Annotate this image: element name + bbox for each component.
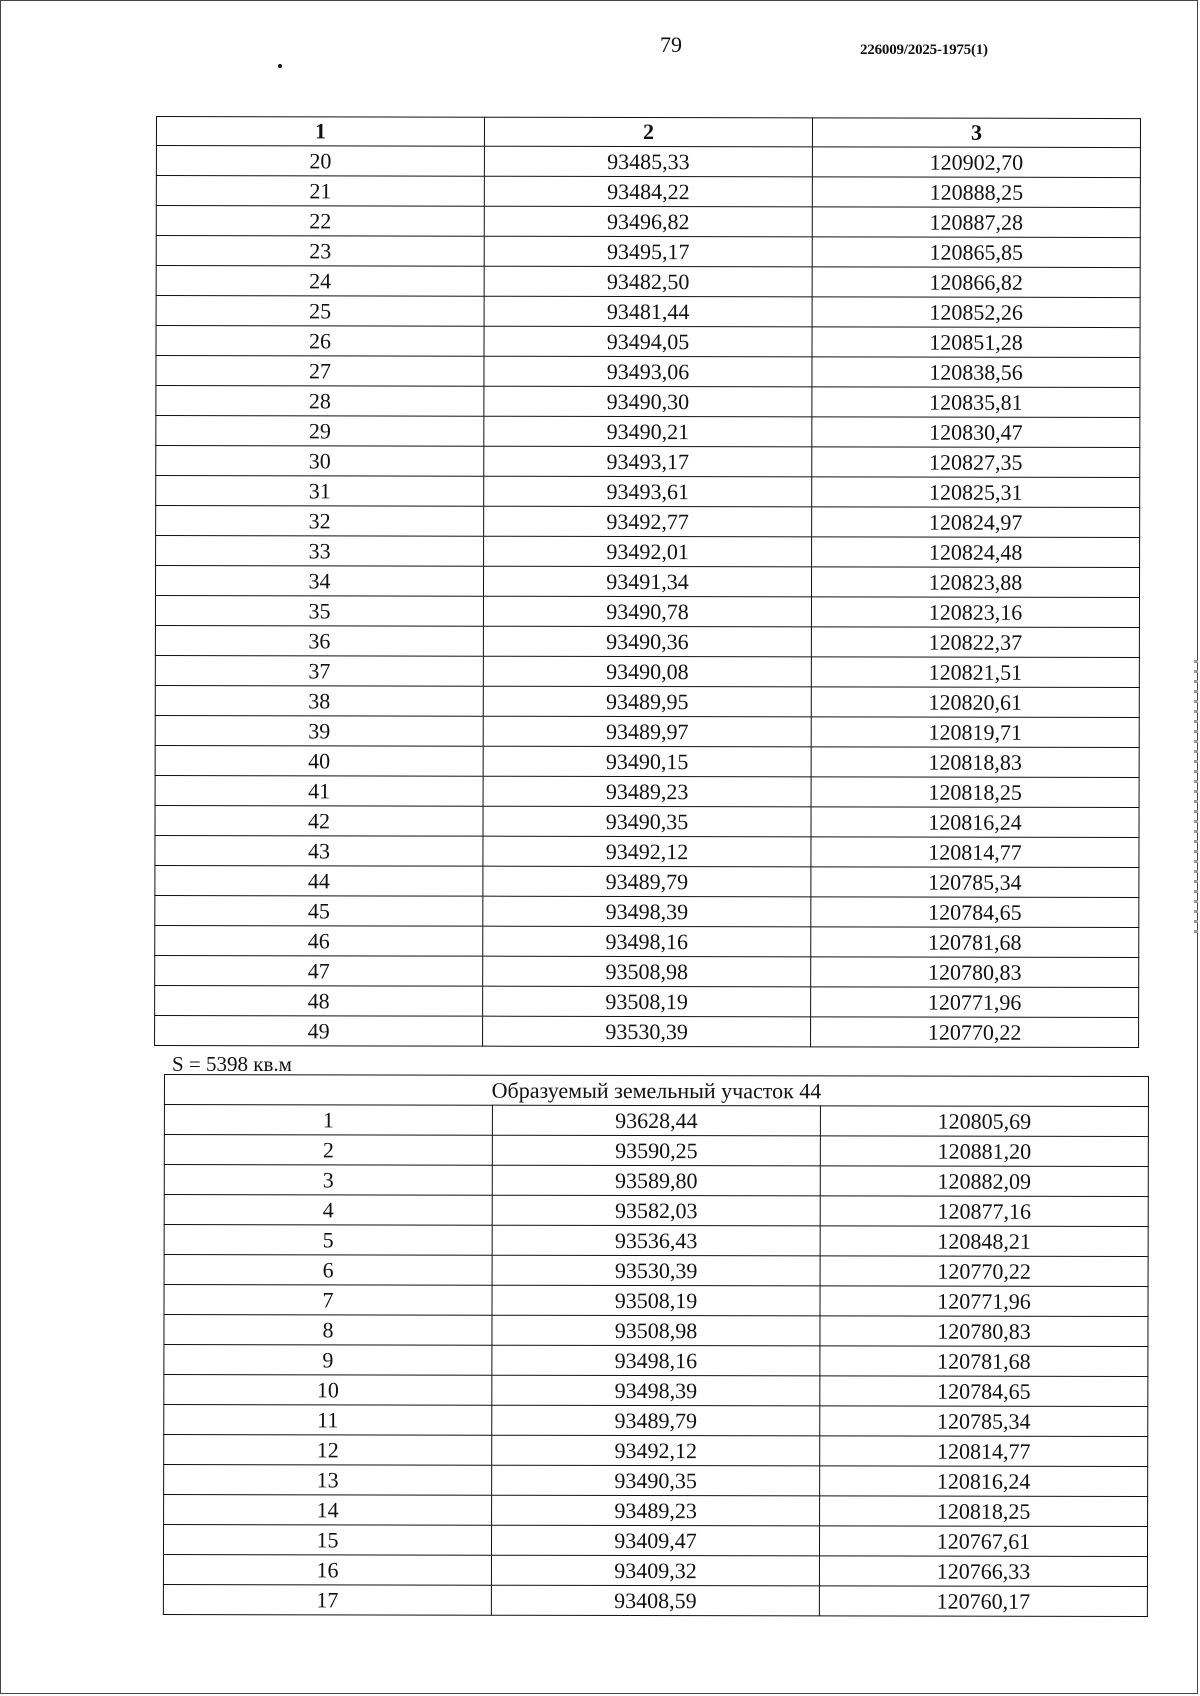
point-number-cell: 42 — [155, 805, 483, 836]
point-number-cell: 41 — [155, 775, 483, 806]
y-coordinate-cell: 120822,37 — [811, 627, 1139, 658]
table-row — [155, 745, 1139, 777]
point-number-cell: 26 — [156, 326, 484, 357]
y-coordinate-cell: 120835,81 — [812, 387, 1140, 418]
point-number-cell: 36 — [155, 625, 483, 656]
table-row — [155, 925, 1139, 957]
point-number-cell: 24 — [156, 266, 484, 297]
y-coordinate-cell: 120780,83 — [811, 957, 1139, 988]
x-coordinate-cell: 93590,25 — [492, 1135, 820, 1166]
table-row — [156, 356, 1140, 388]
x-coordinate-cell: 93490,36 — [483, 626, 811, 657]
point-number-cell: 48 — [155, 985, 483, 1016]
point-number-cell: 16 — [163, 1555, 491, 1586]
y-coordinate-cell: 120780,83 — [820, 1316, 1148, 1347]
point-number-cell: 44 — [155, 865, 483, 896]
y-coordinate-cell: 120805,69 — [820, 1106, 1148, 1137]
point-number-cell: 35 — [155, 596, 483, 627]
table-row — [156, 326, 1140, 358]
y-coordinate-cell: 120823,16 — [811, 597, 1139, 628]
y-coordinate-cell: 120767,61 — [819, 1526, 1147, 1557]
x-coordinate-cell: 93489,23 — [483, 776, 811, 807]
coordinates-table-2 — [163, 1074, 1149, 1617]
point-number-cell: 7 — [164, 1285, 492, 1316]
x-coordinate-cell: 93489,79 — [492, 1405, 820, 1436]
document-id: 226009/2025-1975(1) — [860, 42, 988, 58]
x-coordinate-cell: 93498,16 — [492, 1345, 820, 1376]
point-number-cell: 5 — [164, 1225, 492, 1256]
table-row — [156, 266, 1140, 298]
y-coordinate-cell: 120781,68 — [820, 1346, 1148, 1377]
y-coordinate-cell: 120851,28 — [812, 327, 1140, 358]
table-row — [156, 386, 1140, 418]
table-row — [164, 1435, 1148, 1467]
y-coordinate-cell: 120818,25 — [820, 1496, 1148, 1527]
table-row — [164, 1345, 1148, 1377]
y-coordinate-cell: 120818,25 — [811, 777, 1139, 808]
x-coordinate-cell: 93409,32 — [491, 1555, 819, 1586]
y-coordinate-cell: 120866,82 — [812, 267, 1140, 298]
x-coordinate-cell: 93508,98 — [483, 956, 811, 987]
point-number-cell: 45 — [155, 895, 483, 926]
table-row — [156, 296, 1140, 328]
x-coordinate-cell: 93481,44 — [484, 296, 812, 327]
y-coordinate-cell: 120819,71 — [811, 717, 1139, 748]
y-coordinate-cell: 120824,48 — [812, 537, 1140, 568]
point-number-cell: 23 — [156, 236, 484, 267]
table-row — [155, 835, 1139, 867]
table-row — [155, 596, 1139, 628]
point-number-cell: 37 — [155, 655, 483, 686]
x-coordinate-cell: 93490,35 — [492, 1465, 820, 1496]
y-coordinate-cell: 120881,20 — [820, 1136, 1148, 1167]
x-coordinate-cell: 93492,12 — [492, 1435, 820, 1466]
x-coordinate-cell: 93492,77 — [484, 506, 812, 537]
area-note: S = 5398 кв.м — [172, 1052, 292, 1076]
table-row — [156, 446, 1140, 478]
x-coordinate-cell: 93496,82 — [484, 206, 812, 237]
table-row — [155, 985, 1139, 1017]
table-row — [155, 895, 1139, 927]
table-row — [164, 1255, 1148, 1287]
y-coordinate-cell: 120784,65 — [820, 1376, 1148, 1407]
table-row — [164, 1465, 1148, 1497]
x-coordinate-cell: 93508,19 — [492, 1285, 820, 1316]
scan-dot-mark — [278, 64, 282, 68]
plot-title: Образуемый земельный участок 44 — [164, 1075, 1148, 1107]
y-coordinate-cell: 120770,22 — [811, 1017, 1139, 1048]
y-coordinate-cell: 120820,61 — [811, 687, 1139, 718]
x-coordinate-cell: 93489,97 — [483, 716, 811, 747]
y-coordinate-cell: 120766,33 — [819, 1556, 1147, 1587]
table-row — [163, 1584, 1147, 1616]
coordinates-table-1 — [154, 116, 1141, 1048]
x-coordinate-cell: 93589,80 — [492, 1165, 820, 1196]
table-row — [155, 715, 1139, 747]
y-coordinate-cell: 120814,77 — [820, 1436, 1148, 1467]
point-number-cell: 25 — [156, 296, 484, 327]
y-coordinate-cell: 120882,09 — [820, 1166, 1148, 1197]
y-coordinate-cell: 120818,83 — [811, 747, 1139, 778]
y-coordinate-cell: 120827,35 — [812, 447, 1140, 478]
x-coordinate-cell: 93491,34 — [483, 566, 811, 597]
table-row — [155, 775, 1139, 807]
point-number-cell: 47 — [155, 955, 483, 986]
x-coordinate-cell: 93498,39 — [492, 1375, 820, 1406]
y-coordinate-cell: 120816,24 — [820, 1466, 1148, 1497]
x-coordinate-cell: 93484,22 — [484, 176, 812, 207]
coordinates-table-2-body — [163, 1105, 1148, 1617]
point-number-cell: 20 — [156, 146, 484, 177]
point-number-cell: 10 — [164, 1375, 492, 1406]
point-number-cell: 40 — [155, 745, 483, 776]
y-coordinate-cell: 120784,65 — [811, 897, 1139, 928]
y-coordinate-cell: 120771,96 — [811, 987, 1139, 1018]
table-row — [164, 1495, 1148, 1527]
point-number-cell: 49 — [155, 1015, 483, 1046]
x-coordinate-cell: 93530,39 — [483, 1016, 811, 1047]
x-coordinate-cell: 93493,06 — [484, 356, 812, 387]
table-row — [155, 655, 1139, 687]
table-row — [155, 955, 1139, 987]
point-number-cell: 32 — [156, 506, 484, 537]
point-number-cell: 9 — [164, 1345, 492, 1376]
point-number-cell: 31 — [156, 476, 484, 507]
y-coordinate-cell: 120877,16 — [820, 1196, 1148, 1227]
plot-title-row — [164, 1075, 1148, 1107]
y-coordinate-cell: 120785,34 — [820, 1406, 1148, 1437]
point-number-cell: 17 — [163, 1584, 491, 1615]
x-coordinate-cell: 93492,01 — [484, 536, 812, 567]
point-number-cell: 22 — [156, 206, 484, 237]
y-coordinate-cell: 120823,88 — [811, 567, 1139, 598]
x-coordinate-cell: 93508,19 — [483, 986, 811, 1017]
x-coordinate-cell: 93498,39 — [483, 896, 811, 927]
table-header-row — [156, 117, 1140, 148]
page-number: 79 — [660, 32, 682, 57]
table-row — [155, 865, 1139, 897]
y-coordinate-cell: 120770,22 — [820, 1256, 1148, 1287]
y-coordinate-cell: 120902,70 — [812, 147, 1140, 178]
table-row — [156, 536, 1140, 568]
point-number-cell: 14 — [164, 1495, 492, 1526]
table-row — [164, 1285, 1148, 1317]
x-coordinate-cell: 93409,47 — [491, 1525, 819, 1556]
point-number-cell: 21 — [156, 176, 484, 207]
table-row — [164, 1405, 1148, 1437]
point-number-cell: 12 — [164, 1435, 492, 1466]
y-coordinate-cell: 120825,31 — [812, 477, 1140, 508]
x-coordinate-cell: 93490,78 — [483, 596, 811, 627]
table-row — [156, 206, 1140, 238]
table-row — [156, 506, 1140, 538]
point-number-cell: 28 — [156, 386, 484, 417]
y-coordinate-cell: 120838,56 — [812, 357, 1140, 388]
x-coordinate-cell: 93490,30 — [484, 386, 812, 417]
x-coordinate-cell: 93498,16 — [483, 926, 811, 957]
table-row — [155, 685, 1139, 717]
table-row — [163, 1555, 1147, 1587]
x-coordinate-cell: 93536,43 — [492, 1225, 820, 1256]
x-coordinate-cell: 93494,05 — [484, 326, 812, 357]
table-row — [156, 176, 1140, 208]
table-row — [164, 1105, 1148, 1137]
point-number-cell: 27 — [156, 356, 484, 387]
table-row — [156, 236, 1140, 268]
x-coordinate-cell: 93582,03 — [492, 1195, 820, 1226]
x-coordinate-cell: 93508,98 — [492, 1315, 820, 1346]
column-header-y: 3 — [812, 118, 1140, 148]
x-coordinate-cell: 93490,21 — [484, 416, 812, 447]
table-row — [156, 146, 1140, 178]
x-coordinate-cell: 93490,15 — [483, 746, 811, 777]
y-coordinate-cell: 120781,68 — [811, 927, 1139, 958]
x-coordinate-cell: 93492,12 — [483, 836, 811, 867]
table-row — [164, 1315, 1148, 1347]
table-row — [155, 566, 1139, 598]
table-row — [164, 1195, 1148, 1227]
y-coordinate-cell: 120852,26 — [812, 297, 1140, 328]
table-row — [164, 1135, 1148, 1167]
x-coordinate-cell: 93489,79 — [483, 866, 811, 897]
x-coordinate-cell: 93530,39 — [492, 1255, 820, 1286]
point-number-cell: 13 — [164, 1465, 492, 1496]
x-coordinate-cell: 93495,17 — [484, 236, 812, 267]
y-coordinate-cell: 120760,17 — [819, 1586, 1147, 1617]
point-number-cell: 33 — [156, 536, 484, 567]
point-number-cell: 38 — [155, 685, 483, 716]
point-number-cell: 3 — [164, 1165, 492, 1196]
x-coordinate-cell: 93493,17 — [484, 446, 812, 477]
y-coordinate-cell: 120865,85 — [812, 237, 1140, 268]
x-coordinate-cell: 93408,59 — [491, 1585, 819, 1616]
x-coordinate-cell: 93489,23 — [492, 1495, 820, 1526]
x-coordinate-cell: 93489,95 — [483, 686, 811, 717]
x-coordinate-cell: 93482,50 — [484, 266, 812, 297]
x-coordinate-cell: 93490,35 — [483, 806, 811, 837]
y-coordinate-cell: 120830,47 — [812, 417, 1140, 448]
point-number-cell: 15 — [163, 1525, 491, 1556]
y-coordinate-cell: 120888,25 — [812, 177, 1140, 208]
point-number-cell: 1 — [164, 1105, 492, 1136]
table-row — [156, 476, 1140, 508]
coordinates-table-1-body — [155, 146, 1141, 1048]
y-coordinate-cell: 120771,96 — [820, 1286, 1148, 1317]
y-coordinate-cell: 120848,21 — [820, 1226, 1148, 1257]
scan-edge-marks — [1194, 660, 1198, 940]
point-number-cell: 4 — [164, 1195, 492, 1226]
point-number-cell: 6 — [164, 1255, 492, 1286]
table-row — [164, 1225, 1148, 1257]
column-header-x: 2 — [484, 117, 812, 147]
x-coordinate-cell: 93485,33 — [484, 146, 812, 177]
y-coordinate-cell: 120816,24 — [811, 807, 1139, 838]
point-number-cell: 46 — [155, 925, 483, 956]
point-number-cell: 34 — [155, 566, 483, 597]
table-row — [164, 1375, 1148, 1407]
y-coordinate-cell: 120821,51 — [811, 657, 1139, 688]
point-number-cell: 8 — [164, 1315, 492, 1346]
table-row — [163, 1525, 1147, 1557]
point-number-cell: 29 — [156, 416, 484, 447]
y-coordinate-cell: 120887,28 — [812, 207, 1140, 238]
table-row — [164, 1165, 1148, 1197]
x-coordinate-cell: 93490,08 — [483, 656, 811, 687]
x-coordinate-cell: 93628,44 — [492, 1105, 820, 1136]
column-header-number: 1 — [156, 117, 484, 147]
table-row — [155, 625, 1139, 657]
table-row — [155, 805, 1139, 837]
y-coordinate-cell: 120814,77 — [811, 837, 1139, 868]
y-coordinate-cell: 120785,34 — [811, 867, 1139, 898]
table-row — [155, 1015, 1139, 1047]
table-row — [156, 416, 1140, 448]
point-number-cell: 39 — [155, 715, 483, 746]
x-coordinate-cell: 93493,61 — [484, 476, 812, 507]
point-number-cell: 43 — [155, 835, 483, 866]
point-number-cell: 30 — [156, 446, 484, 477]
point-number-cell: 11 — [164, 1405, 492, 1436]
point-number-cell: 2 — [164, 1135, 492, 1166]
y-coordinate-cell: 120824,97 — [812, 507, 1140, 538]
